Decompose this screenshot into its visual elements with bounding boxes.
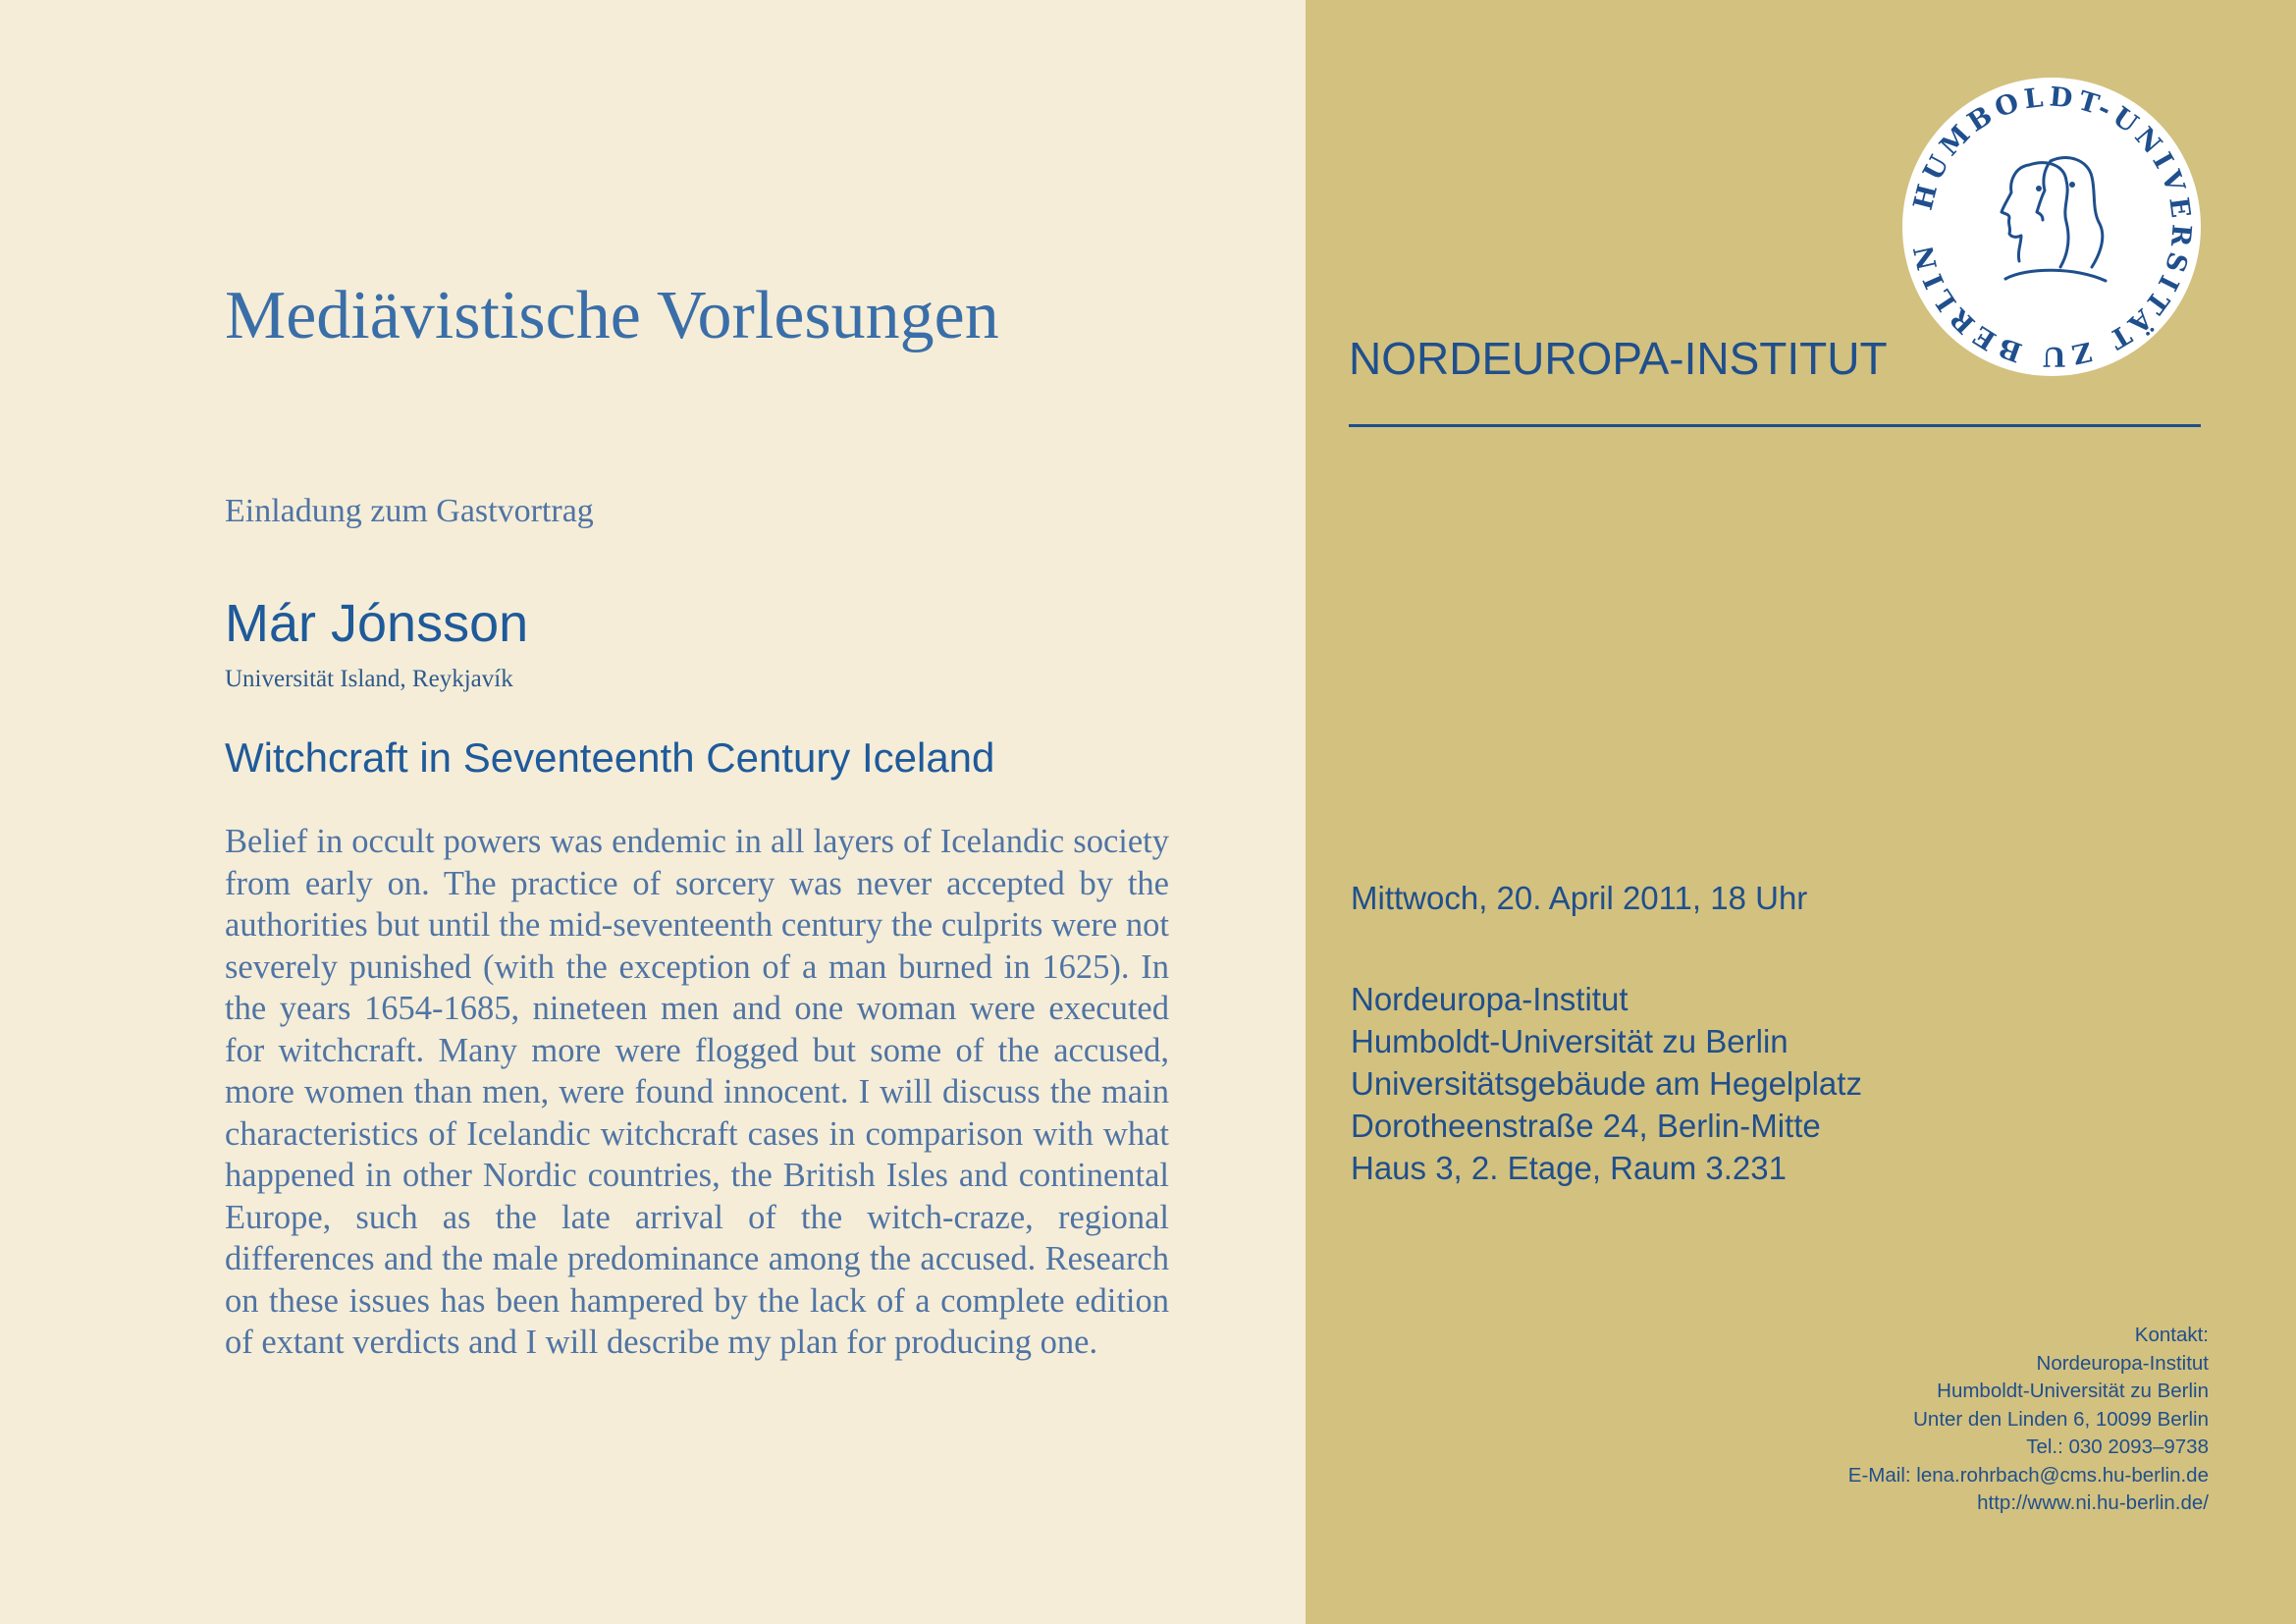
venue-line: Humboldt-Universität zu Berlin [1351, 1023, 1789, 1059]
invitation-label: Einladung zum Gastvortrag [225, 493, 594, 529]
contact-block [1848, 1322, 2209, 1518]
institute-name: NORDEUROPA-INSTITUT [1349, 333, 1888, 384]
contact-website-link[interactable]: http://www.ni.hu-berlin.de/ [1977, 1491, 2209, 1514]
talk-abstract: Belief in occult powers was endemic in all layers of Icelandic society from early on. The practice of sorcery was never accepted by the authorities but until the mid-seventeenth century the culprits were not severely punished (with the exception of a man burned in 1625). In the years 1654-1685, nineteen men and one woman were executed for witchcraft. Many more were flogged but some of the accused, more women than men, were found innocent. I will discuss the main characteristics of Icelandic witchcraft cases in comparison with what happened in other Nordic countries, the British Isles and continental Europe, such as the late arrival of the witch-craze, regional differences and the male predominance among the accused. Research on these issues has been hampered by the lack of a complete edition of extant verdicts and I will describe my plan for producing one. [225, 823, 1169, 1361]
event-date: Mittwoch, 20. April 2011, 18 Uhr [1351, 880, 1808, 916]
talk-title: Witchcraft in Seventeenth Century Iceland [225, 734, 995, 781]
venue-line: Haus 3, 2. Etage, Raum 3.231 [1351, 1150, 1787, 1186]
contact-institute: Nordeuropa-Institut [2036, 1351, 2209, 1375]
speaker-name: Már Jónsson [225, 594, 529, 653]
contact-email-link[interactable]: E-Mail: lena.rohrbach@cms.hu-berlin.de [1847, 1463, 2209, 1487]
venue-line: Universitätsgebäude am Hegelplatz [1351, 1065, 1862, 1102]
university-seal-icon [1899, 75, 2204, 379]
series-title: Mediävistische Vorlesungen [225, 278, 999, 353]
contact-heading: Kontakt: [2134, 1324, 2209, 1346]
header-divider [1349, 424, 2201, 427]
venue-line: Dorotheenstraße 24, Berlin-Mitte [1351, 1108, 1821, 1144]
speaker-affiliation: Universität Island, Reykjavík [225, 666, 513, 692]
venue-address [1351, 978, 1862, 1189]
contact-phone: Tel.: 030 2093–9738 [2026, 1435, 2209, 1458]
contact-university: Humboldt-Universität zu Berlin [1937, 1380, 2209, 1402]
venue-line: Nordeuropa-Institut [1351, 981, 1629, 1017]
seal-text: HUMBOLDT-UNIVERSITÄT ZU BERLIN [1907, 81, 2197, 372]
contact-address: Unter den Linden 6, 10099 Berlin [1913, 1407, 2209, 1431]
